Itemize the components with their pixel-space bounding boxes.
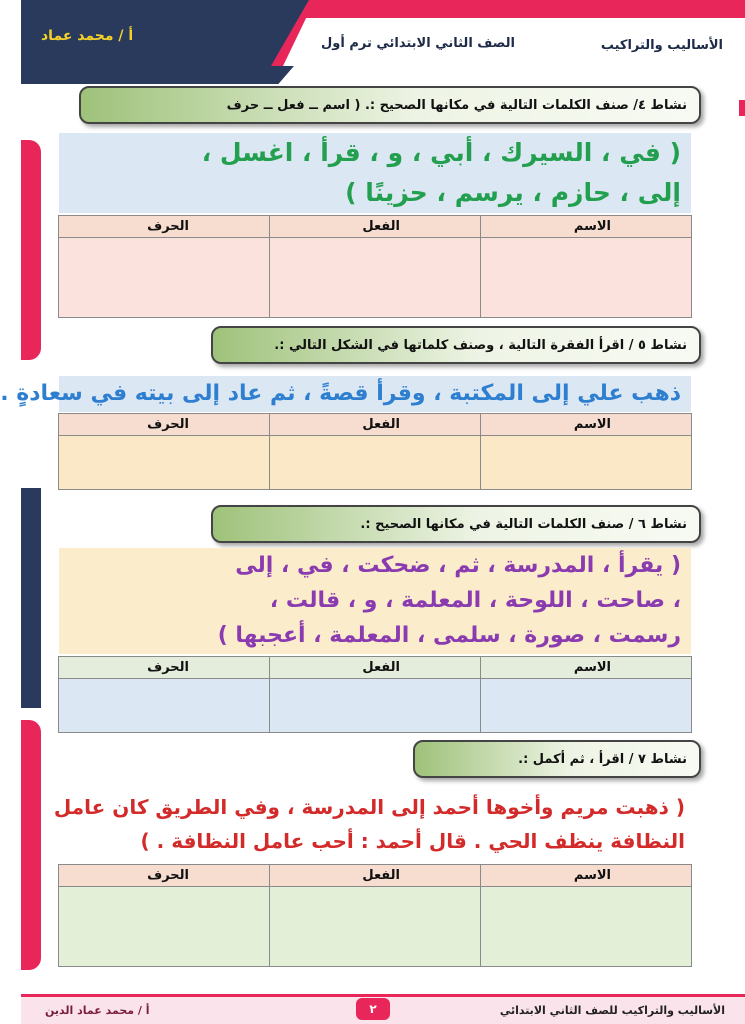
activity4-word-bank xyxy=(59,133,691,213)
activity7-line-1: ( ذهبت مريم وأخوها أحمد إلى المدرسة ، وفي الطريق كان عامل xyxy=(53,795,685,819)
activity5-sentence xyxy=(0,376,691,412)
activity5-table xyxy=(58,413,692,490)
side-accent-red-bottom xyxy=(21,720,41,970)
verb-answer-cell[interactable] xyxy=(270,679,481,733)
page-number: ٢ xyxy=(356,998,390,1020)
footer-author: أ / محمد عماد الدين xyxy=(45,1004,150,1017)
activity5-line-1: ذهب علي إلى المكتبة ، وقرأ قصةً ، ثم عاد إلى بيته في سعادةٍ . xyxy=(0,381,681,406)
side-accent-navy xyxy=(21,488,41,708)
col-noun-header: الاسم xyxy=(481,865,692,887)
activity7-passage xyxy=(53,790,691,860)
activity4-table xyxy=(58,215,692,318)
activity6-table xyxy=(58,656,692,733)
col-noun-header: الاسم xyxy=(481,657,692,679)
col-verb-header: الفعل xyxy=(270,657,481,679)
activity4-instruction: نشاط ٤/ صنف الكلمات التالية في مكانها الصحيح :. ( اسم ــ فعل ــ حرف xyxy=(79,86,701,124)
col-verb-header: الفعل xyxy=(270,865,481,887)
col-noun-header: الاسم xyxy=(481,216,692,238)
col-particle-header: الحرف xyxy=(59,216,270,238)
col-verb-header: الفعل xyxy=(270,216,481,238)
particle-answer-cell[interactable] xyxy=(59,238,270,318)
activity4-line-2: إلى ، حازم ، يرسم ، حزينًا ) xyxy=(345,178,681,207)
verb-answer-cell[interactable] xyxy=(270,238,481,318)
activity6-line-3: رسمت ، صورة ، سلمى ، المعلمة ، أعجبها ) xyxy=(217,623,681,648)
activity6-instruction: نشاط ٦ / صنف الكلمات التالية في مكانها الصحيح :. xyxy=(211,505,701,543)
side-accent-right xyxy=(739,100,745,116)
header-subject: الأساليب والتراكيب xyxy=(600,38,723,53)
particle-answer-cell[interactable] xyxy=(59,679,270,733)
noun-answer-cell[interactable] xyxy=(481,238,692,318)
activity4-line-1: ( في ، السيرك ، أبي ، و ، قرأ ، اغسل ، xyxy=(201,138,681,167)
col-verb-header: الفعل xyxy=(270,414,481,436)
activity6-line-2: ، صاحت ، اللوحة ، المعلمة ، و ، قالت ، xyxy=(269,588,681,613)
side-accent-red-top xyxy=(21,140,41,360)
noun-answer-cell[interactable] xyxy=(481,679,692,733)
col-particle-header: الحرف xyxy=(59,414,270,436)
activity6-word-bank xyxy=(59,548,691,654)
col-particle-header: الحرف xyxy=(59,657,270,679)
header-author: أ / محمد عماد xyxy=(41,28,134,44)
particle-answer-cell[interactable] xyxy=(59,887,270,967)
particle-answer-cell[interactable] xyxy=(59,436,270,490)
verb-answer-cell[interactable] xyxy=(270,436,481,490)
page-header xyxy=(21,0,745,84)
activity7-line-2: النظافة ينظف الحي . قال أحمد : أحب عامل النظافة . ) xyxy=(140,829,685,853)
noun-answer-cell[interactable] xyxy=(481,887,692,967)
col-particle-header: الحرف xyxy=(59,865,270,887)
activity7-table xyxy=(58,864,692,967)
header-grade-term: الصف الثاني الابتدائي ترم أول xyxy=(321,36,515,51)
activity6-line-1: ( يقرأ ، المدرسة ، ثم ، ضحكت ، في ، إلى xyxy=(235,553,681,578)
activity7-instruction: نشاط ٧ / اقرأ ، ثم أكمل :. xyxy=(413,740,701,778)
verb-answer-cell[interactable] xyxy=(270,887,481,967)
activity5-instruction: نشاط ٥ / اقرأ الفقرة التالية ، وصنف كلماتها في الشكل التالي :. xyxy=(211,326,701,364)
footer-book-title: الأساليب والتراكيب للصف الثاني الابتدائي xyxy=(499,1004,725,1017)
col-noun-header: الاسم xyxy=(481,414,692,436)
noun-answer-cell[interactable] xyxy=(481,436,692,490)
